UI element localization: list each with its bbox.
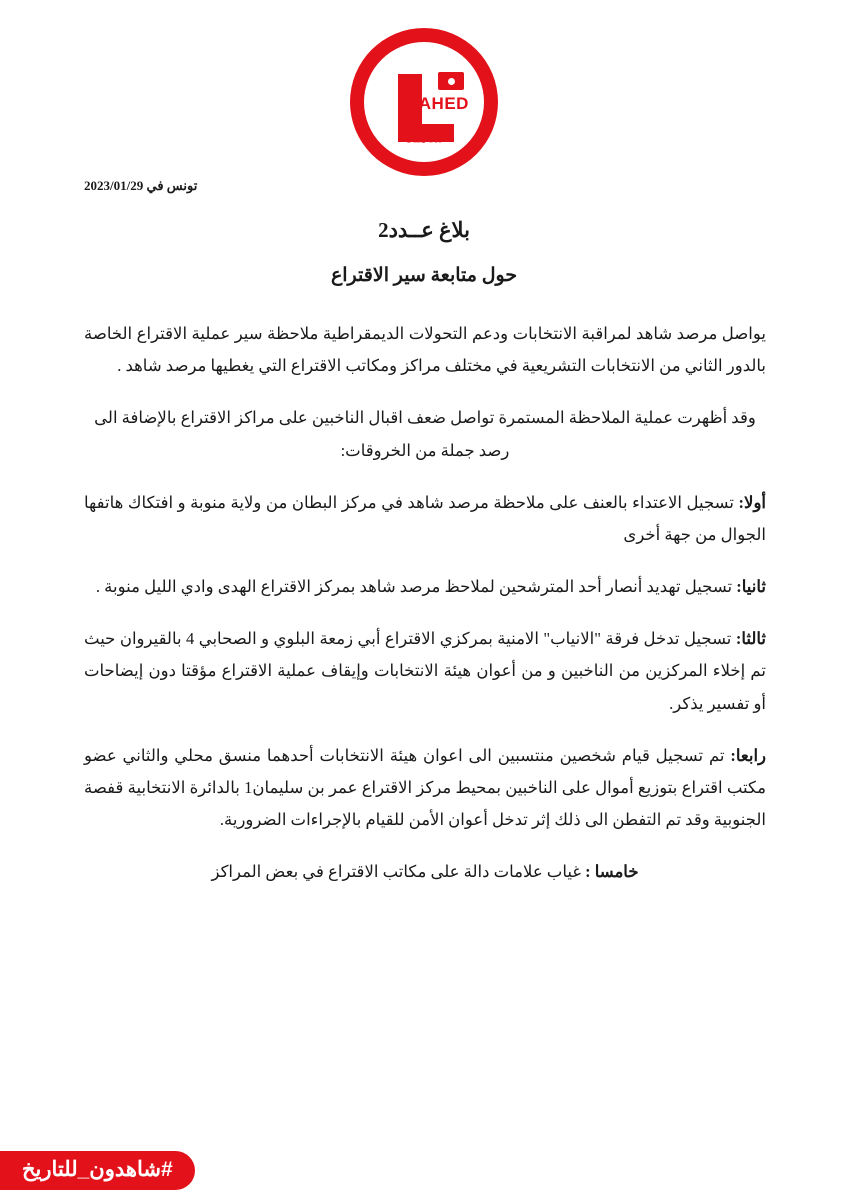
document-footer-band bbox=[0, 1146, 848, 1200]
paragraph-item-2 bbox=[84, 571, 766, 603]
paragraph-item-4 bbox=[84, 740, 766, 837]
paragraph-intro bbox=[84, 318, 766, 382]
paragraph-item-3 bbox=[84, 623, 766, 720]
paragraph-text: تم تسجيل قيام شخصين منتسبين الى اعوان هيئة الانتخابات أحدهما منسق محلي والثاني عضو مكتب اقتراع بتوزيع أموال على الناخبين بمحيط مركز الاقتراع عمر بن سليمان1 بالدائرة الانتخابية قفصة الجنوبية وقد تم التفطن الى ذلك إثر تدخل أعوان الأمن للقيام بالإجراءات الضرورية. bbox=[84, 745, 766, 830]
paragraph-text: غياب علامات دالة على مكاتب الاقتراع في بعض المراكز bbox=[211, 862, 581, 882]
paragraph-text: وقد أظهرت عملية الملاحظة المستمرة تواصل ضعف اقبال الناخبين على مراكز الاقتراع بالإضافة الى رصد جملة من الخروقات: bbox=[94, 408, 756, 460]
tunisia-flag-icon bbox=[438, 72, 464, 90]
footer-hashtag: #شاهدون_للتاريخ bbox=[0, 1151, 195, 1190]
paragraph-lead: ثالثا: bbox=[735, 629, 766, 649]
document-header-band bbox=[0, 0, 848, 188]
paragraph-item-1 bbox=[84, 487, 766, 551]
page-subtitle: حول متابعة سير الاقتراع bbox=[330, 265, 518, 286]
logo-arabic-text: شاهـد bbox=[406, 129, 444, 146]
paragraph-lead: رابعا: bbox=[730, 745, 767, 765]
paragraph-text: يواصل مرصد شاهد لمراقبة الانتخابات ودعم التحولات الديمقراطية ملاحظة سير عملية الاقتراع الخاصة بالدور الثاني من الانتخابات التشريعية في مختلف مراكز ومكاتب الاقتراع التي يغطيها مرصد شاهد . bbox=[84, 324, 766, 376]
paragraph-text: تسجيل تدخل فرقة "الانياب" الامنية بمركزي الاقتراع أبي زمعة البلوي و الصحابي 4 بالقيروان حيث تم إخلاء المركزين من الناخبين و من أعوان هيئة الانتخابات وإيقاف عملية الاقتراع مؤقتا دون إيضاحات أو تفسير يذكر. bbox=[84, 629, 766, 713]
paragraph-observation bbox=[84, 402, 766, 466]
paragraph-lead: أولا: bbox=[738, 492, 767, 512]
logo-latin-text: HAHED bbox=[406, 94, 469, 113]
logo-inner-disc bbox=[364, 42, 484, 162]
paragraph-text: تسجيل الاعتداء بالعنف على ملاحظة مرصد شاهد في مركز البطان من ولاية منوبة و افتكاك هاتفها الجوال من جهة أخرى bbox=[84, 492, 766, 544]
paragraph-lead: خامسا : bbox=[585, 862, 639, 882]
document-body bbox=[84, 318, 766, 908]
paragraph-lead: ثانيا: bbox=[736, 577, 766, 597]
shahed-logo bbox=[350, 28, 498, 176]
paragraph-item-5 bbox=[84, 856, 766, 888]
page-title: بلاغ عــدد2 bbox=[378, 218, 470, 242]
document-date: تونس في 2023/01/29 bbox=[84, 178, 198, 193]
paragraph-text: تسجيل تهديد أنصار أحد المترشحين لملاحظ مرصد شاهد بمركز الاقتراع الهدى وادي الليل منوبة . bbox=[95, 577, 733, 597]
